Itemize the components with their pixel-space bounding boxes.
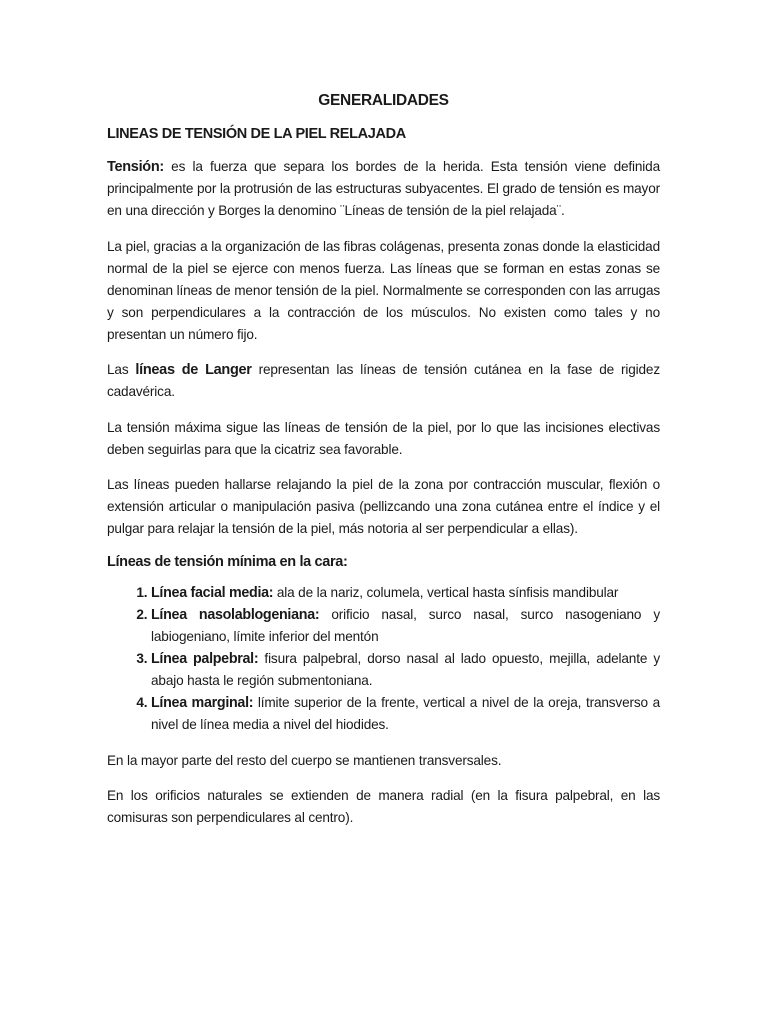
list-item-text: orificio nasal, surco nasal, surco nasogeniano y labiogeniano, límite inferior del mentón — [151, 606, 660, 644]
list-item-term: Línea facial media: — [151, 584, 274, 601]
list-item-term: Línea nasolablogeniana: — [151, 606, 320, 623]
document-title: GENERALIDADES — [318, 92, 449, 109]
paragraph-orificios: En los orificios naturales se extienden de manera radial (en la fisura palpebral, en las comisuras son perpendiculares al centro). — [107, 788, 660, 825]
paragraph-langer-before: Las — [107, 362, 136, 377]
paragraph-hallarse: Las líneas pueden hallarse relajando la piel de la zona por contracción muscular, flexión o extensión articular o manipulación pasiva (pellizcando una zona cutánea entre el índice y el pulgar para relajar la tensión de la piel, más notoria al ser perpendicular a ellas). — [107, 477, 660, 536]
paragraph-langer — [107, 359, 660, 403]
lines-list — [107, 582, 660, 736]
document-subtitle: LINEAS DE TENSIÓN DE LA PIEL RELAJADA — [107, 126, 406, 142]
list-item — [151, 692, 660, 736]
paragraph-tension — [107, 156, 660, 222]
paragraph-piel: La piel, gracias a la organización de las fibras colágenas, presenta zonas donde la elasticidad normal de la piel se ejerce con menos fuerza. Las líneas que se forman en estas zonas se denominan líneas de menor tensión de la piel. Normalmente se corresponden con las arrugas y son perpendiculares a la contracción de los músculos. No existen como tales y no presentan un número fijo. — [107, 238, 660, 342]
list-item-text: fisura palpebral, dorso nasal al lado opuesto, mejilla, adelante y abajo hasta le región submentoniana. — [151, 650, 660, 688]
list-item-text: ala de la nariz, columela, vertical hasta sínfisis mandibular — [273, 584, 619, 600]
paragraph-tension-text: es la fuerza que separa los bordes de la herida. Esta tensión viene definida principalmente por la protrusión de las estructuras subyacentes. El grado de tensión es mayor en una dirección y Borges la denomino ¨Líneas de tensión de la piel relajada¨. — [107, 159, 660, 218]
list-item-term: Línea marginal: — [151, 694, 254, 711]
term-langer: líneas de Langer — [135, 362, 252, 378]
paragraph-langer-after: representan las líneas de tensión cutánea en la fase de rigidez cadavérica. — [107, 362, 660, 399]
list-item-text: límite superior de la frente, vertical a nivel de la oreja, transverso a nivel de línea media a nivel del hiodides. — [151, 694, 660, 732]
paragraph-transversales: En la mayor parte del resto del cuerpo se mantienen transversales. — [107, 752, 502, 768]
list-item — [151, 582, 660, 604]
list-item — [151, 604, 660, 648]
list-item — [151, 648, 660, 692]
list-item-term: Línea palpebral: — [151, 650, 259, 667]
term-tension: Tensión: — [107, 159, 164, 175]
paragraph-tension-maxima: La tensión máxima sigue las líneas de tensión de la piel, por lo que las incisiones electivas deben seguirlas para que la cicatriz sea favorable. — [107, 419, 660, 457]
section-heading-cara: Líneas de tensión mínima en la cara: — [107, 553, 348, 570]
